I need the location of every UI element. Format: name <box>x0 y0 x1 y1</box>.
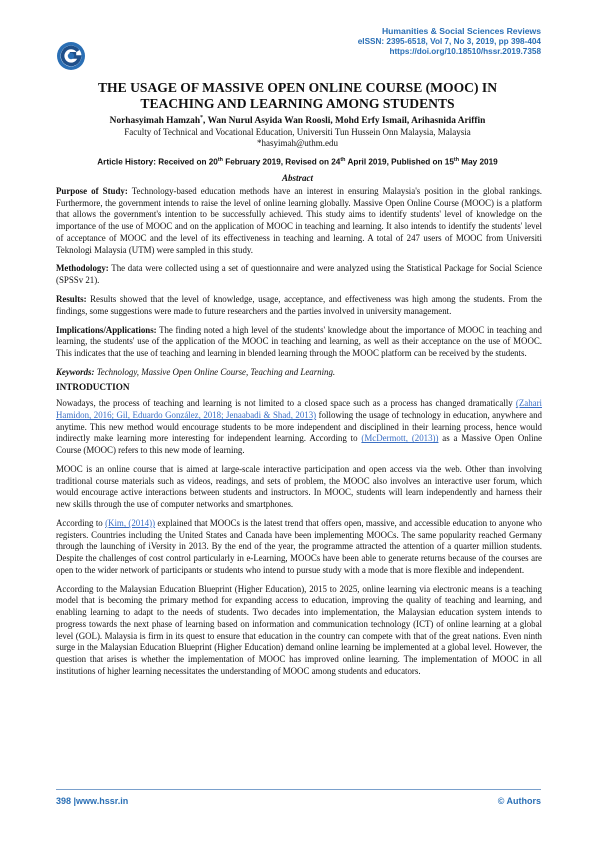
history-revised: February 2019, Revised on 24 <box>222 157 341 167</box>
issn-line: eISSN: 2395-6518, Vol 7, No 3, 2019, pp 398-404 <box>357 36 541 46</box>
journal-name: Humanities & Social Sciences Reviews <box>381 26 541 36</box>
abstract-purpose <box>56 186 542 256</box>
purpose-text: Technology-based education methods have an interest in ensuring Malaysia's position in the global rankings. Furthermore, the government intends to raise the level of online learning globally. Massive Open Online Course (MOOC) is a platform that allows the government's intention to be successfully achieved. This study aims to identify students' level of knowledge on the importance of the use of MOOC and on the application of MOOC in teaching and learning. It also intends to identify the students' level of acceptance of MOOC and the level of its effectiveness in teaching and learning. A total of 247 users of MOOC from Universiti Teknologi Malaysia (UTM) were sampled in this study. <box>56 186 542 255</box>
history-received: Article History: Received on 20 <box>97 157 218 167</box>
footer-divider <box>56 789 541 790</box>
purpose-label: Purpose of Study: <box>56 186 128 196</box>
intro-p1-text: following the usage of technology in education, anywhere and anytime. This new method would encourage students to be more independent and disciplined in their learning process, hence would indirectly make learning more interesting for independent learning. According to <box>56 410 542 444</box>
footer-page-site[interactable]: 398 |www.hssr.in <box>56 796 129 806</box>
intro-p1-text: Nowadays, the process of teaching and learning is not limited to a closed space such as a process has changed dramatically <box>56 398 516 409</box>
journal-g-logo-icon <box>56 41 86 71</box>
citation-link[interactable]: (McDermott, (2013)) <box>361 433 439 444</box>
abstract-implications <box>56 325 542 360</box>
keywords-label: Keywords: <box>56 366 95 377</box>
intro-paragraph-4: According to the Malaysian Education Blueprint (Higher Education), 2015 to 2025, online learning via electronic means is a teaching model that is becoming the primary method for expanding access to education, improving the quality of teaching and learning, and enabling learning to adapt to the needs of students. Two decades into implementation, the Malaysian education system intends to progress towards the next phase of learning based on information and communication technology (ICT) of online learning at a global level (GOL). Malaysia is firm in its quest to ensure that education in the country can compete with that of the great nations. Even ninth surge in the Malaysian Education Blueprint (Higher Education) demand online learning be implemented at a global level. However, the question that arises is whether the implementation of MOOC has improved online learning. The implementation of MOOC in all institutions of higher learning necessitates the understanding of MOOC among students and educators. <box>56 583 542 676</box>
abstract-methodology <box>56 263 542 286</box>
title-line-1: THE USAGE OF MASSIVE OPEN ONLINE COURSE (MOOC) IN <box>97 80 498 95</box>
methodology-text: The data were collected using a set of questionnaire and were analyzed using the Statistical Package for Social Science (SPSSv 21). <box>56 263 543 286</box>
history-sup: th <box>217 157 223 163</box>
citation-link[interactable]: (Zahari Hamidon, 2016; Gil, Eduardo González, 2018; Jenaabadi & Shad, 2013) <box>56 398 542 420</box>
abstract-heading: Abstract <box>281 173 313 183</box>
history-published: April 2019, Published on 15 <box>345 157 454 167</box>
history-sup: th <box>453 157 460 163</box>
section-heading-introduction: INTRODUCTION <box>56 381 130 392</box>
keywords-text: Technology, Massive Open Online Course, Teaching and Learning. <box>96 366 336 377</box>
email[interactable]: *hasyimah@uthm.edu <box>256 138 339 149</box>
affiliation: Faculty of Technical and Vocational Education, Universiti Tun Hussein Onn Malaysia, Malaysia <box>124 127 471 137</box>
corresponding-mark: * <box>200 115 204 121</box>
results-label: Results: <box>56 294 87 304</box>
implications-text: The finding noted a high level of the students' knowledge about the importance of MOOC in teaching and learning, the students' use of the application of the MOOC in teaching and learning, as well as their acceptance on the use of MOOC. This indicates that the use of teaching and learning in blended learning through the MOOC platform can be received by the students. <box>56 324 542 358</box>
author-list <box>56 115 539 126</box>
article-history <box>56 157 539 167</box>
keywords <box>56 367 542 379</box>
citation-link[interactable]: (Kim, (2014)) <box>105 518 156 528</box>
intro-p3-text: According to <box>56 518 106 528</box>
paper-body <box>56 186 542 685</box>
abstract-results <box>56 294 542 317</box>
results-text: Results showed that the level of knowledge, usage, acceptance, and effectiveness was high among the students. From the findings, some suggestions were made to future researchers and the parties involved in university management. <box>56 294 542 316</box>
journal-header <box>358 26 541 58</box>
title-line-2: TEACHING AND LEARNING AMONG STUDENTS <box>140 95 455 111</box>
intro-p3-text: explained that MOOCs is the latest trend that offers open, massive, and accessible education to anyone who registers. Countries including the United States and Canada have been implementing MOOCs. The same popularity reached Germany through the launching of iVersity in 2013. By the end of the year, the programme attracted the attention of a quarter million students. Despite the challenges of cost control particularly in e-Learning, MOOCs have been able to generate returns because of the courses are open to the wider network of participants or students who intend to pursue study with a mode that is more flexible and independent. <box>56 518 542 575</box>
history-sup: th <box>340 157 346 163</box>
paper-title <box>56 80 539 111</box>
intro-paragraph-3 <box>56 518 542 577</box>
affiliation-block <box>56 127 539 150</box>
methodology-label: Methodology: <box>56 263 109 274</box>
implications-label: Implications/Applications: <box>56 324 157 335</box>
footer-copyright: © Authors <box>497 796 541 806</box>
history-end: May 2019 <box>459 157 498 167</box>
intro-paragraph-1 <box>56 398 542 457</box>
author-first: Norhasyimah Hamzah <box>109 116 201 127</box>
author-rest: , Wan Nurul Asyida Wan Roosli, Mohd Erfy Ismail, Arihasnida Ariffin <box>203 116 486 127</box>
intro-p1-text: as a Massive Open Online Course (MOOC) refers to this new mode of learning. <box>56 433 542 456</box>
intro-paragraph-2: MOOC is an online course that is aimed at large-scale interactive participation and open access via the web. Other than involving traditional course materials such as videos, readings, and sets of problem, the MOOC also involves an interactive user forum, which would encourage active interactions between students and instructors. In MOOC, students will learn independently and harness their new skills through the use of computer networks and smartphones. <box>56 464 542 510</box>
doi-link[interactable]: https://doi.org/10.18510/hssr.2019.7358 <box>389 47 541 57</box>
